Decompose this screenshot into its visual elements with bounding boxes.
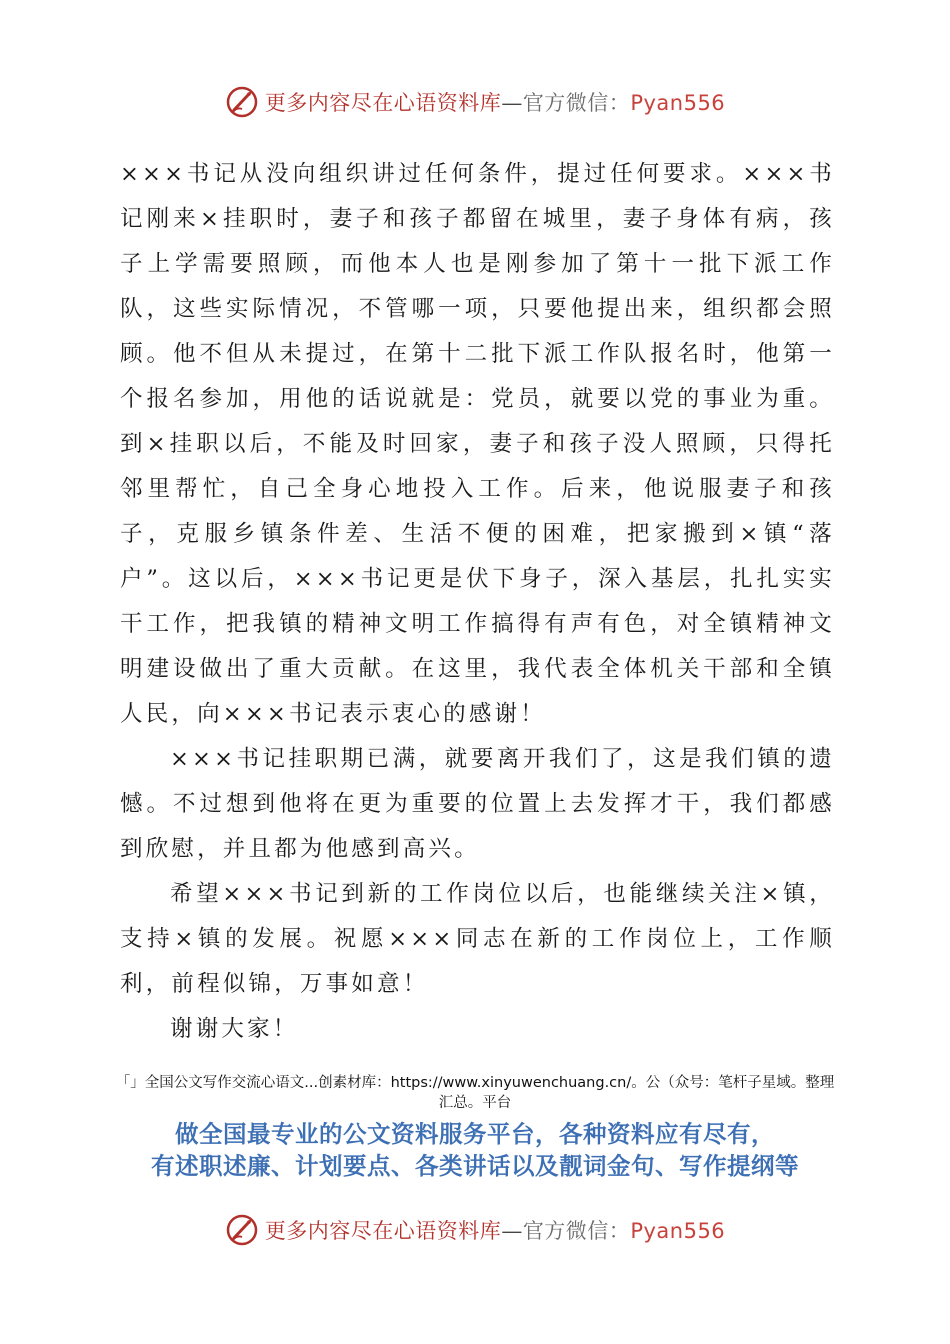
separator: —: [501, 91, 523, 115]
promo-line-1: 做全国最专业的公文资料服务平台，各种资料应有尽有，: [175, 1120, 775, 1148]
footer-banner-text: [265, 1215, 725, 1245]
brand-text: 更多内容尽在心语资料库: [264, 1219, 502, 1243]
pen-logo-icon: [225, 1213, 259, 1247]
wechat-id: Pyan556: [630, 91, 726, 115]
paragraph-2: ×××书记挂职期已满，就要离开我们了，这是我们镇的遗憾。不过想到他将在更为重要的位置上去发挥才干，我们都感到欣慰，并且都为他感到高兴。: [120, 746, 835, 862]
paragraph-4: 谢谢大家！: [170, 1016, 299, 1042]
wechat-label: 官方微信：: [522, 91, 631, 115]
promo-block: [100, 1118, 850, 1182]
wechat-id: Pyan556: [630, 1219, 726, 1243]
header-watermark-banner: [0, 82, 950, 122]
brand-text: 更多内容尽在心语资料库: [264, 91, 502, 115]
wechat-label: 官方微信：: [522, 1219, 631, 1243]
paragraph-3: 希望×××书记到新的工作岗位以后，也能继续关注×镇，支持×镇的发展。祝愿×××同志在新的工作岗位上，工作顺利，前程似锦，万事如意！: [120, 881, 835, 997]
footer-watermark-banner: [0, 1210, 950, 1250]
pen-logo-icon: [225, 85, 259, 119]
header-banner-text: [265, 87, 725, 117]
document-body: [120, 152, 835, 1052]
source-footnote: 「」全国公文写作交流心语文...创素材库：https://www.xinyuwenchuang.cn/。公（众号：笔杆子星域。整理汇总。平台: [115, 1075, 835, 1111]
separator: —: [501, 1219, 523, 1243]
promo-line-2: 有述职述廉、计划要点、各类讲话以及靓词金句、写作提纲等: [151, 1152, 799, 1180]
paragraph-1: ×××书记从没向组织讲过任何条件，提过任何要求。×××书记刚来×挂职时，妻子和孩子都留在城里，妻子身体有病，孩子上学需要照顾，而他本人也是刚参加了第十一批下派工作队，这些实际情况，不管哪一项，只要他提出来，组织都会照顾。他不但从未提过，在第十二批下派工作队报名时，他第一个报名参加，用他的话说就是：党员，就要以党的事业为重。到×挂职以后，不能及时回家，妻子和孩子没人照顾，只得托邻里帮忙，自己全身心地投入工作。后来，他说服妻子和孩子，克服乡镇条件差、生活不便的困难，把家搬到×镇“落户”。这以后，×××书记更是伏下身子，深入基层，扎扎实实干工作，把我镇的精神文明工作搞得有声有色，对全镇精神文明建设做出了重大贡献。在这里，我代表全体机关干部和全镇人民，向×××书记表示衷心的感谢！: [120, 161, 835, 727]
